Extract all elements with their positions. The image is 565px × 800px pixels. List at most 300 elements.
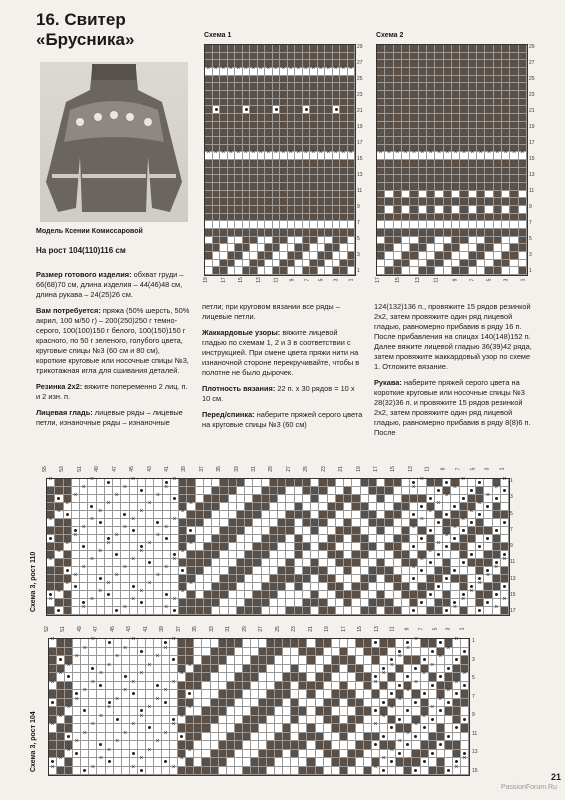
chart-cell xyxy=(267,750,275,759)
chart-cell xyxy=(385,575,393,583)
chart-cell xyxy=(114,716,122,725)
chart-cell xyxy=(340,682,348,691)
chart-cell xyxy=(336,487,344,495)
chart-cell xyxy=(404,656,412,665)
chart-cell xyxy=(187,559,195,567)
chart-cell xyxy=(259,648,267,657)
chart-cell xyxy=(494,106,502,114)
chart-cell xyxy=(502,252,510,260)
chart-cell xyxy=(265,122,273,130)
chart-cell xyxy=(258,137,266,145)
chart-cell xyxy=(303,53,311,61)
chart-cell xyxy=(318,206,326,214)
chart-cell xyxy=(340,639,348,648)
chart-cell xyxy=(178,656,186,665)
chart-cell xyxy=(288,229,296,237)
chart-cell xyxy=(419,221,427,229)
chart-cell xyxy=(219,733,227,742)
chart-cell xyxy=(460,567,468,575)
chart-cell xyxy=(307,767,315,776)
chart-cell xyxy=(404,750,412,759)
axis-label: 7 xyxy=(472,693,475,700)
chart-cell xyxy=(501,567,509,575)
chart-cell xyxy=(80,495,88,503)
chart-cell xyxy=(280,122,288,130)
chart-cell xyxy=(250,244,258,252)
chart-cell xyxy=(319,567,327,575)
chart-cell xyxy=(485,237,493,245)
chart-cell xyxy=(318,76,326,84)
chart-cell xyxy=(344,543,352,551)
chart-cell xyxy=(412,758,420,767)
chart-cell xyxy=(328,607,336,615)
chart-cell xyxy=(114,724,122,733)
chart-cell xyxy=(435,267,443,275)
chart-cell xyxy=(412,741,420,750)
axis-label: 1 xyxy=(499,467,506,471)
chart-cell xyxy=(288,168,296,176)
chart-cell xyxy=(451,591,459,599)
chart-cell xyxy=(130,690,138,699)
chart-cell xyxy=(340,758,348,767)
chart-cell xyxy=(299,707,307,716)
chart-cell xyxy=(55,591,63,599)
chart-cell xyxy=(402,191,410,199)
chart-cell xyxy=(187,551,195,559)
chart-cell xyxy=(295,175,303,183)
chart-cell xyxy=(333,168,341,176)
chart-cell xyxy=(485,45,493,53)
chart-cell xyxy=(394,575,402,583)
chart-cell xyxy=(369,575,377,583)
chart-cell xyxy=(328,591,336,599)
chart-cell xyxy=(435,559,443,567)
chart-cell xyxy=(477,76,485,84)
chart-cell xyxy=(229,503,237,511)
chart-cell xyxy=(444,183,452,191)
chart-cell xyxy=(460,575,468,583)
chart-cell xyxy=(212,599,220,607)
chart-cell xyxy=(154,519,162,527)
chart-cell xyxy=(493,487,501,495)
chart-cell xyxy=(410,607,418,615)
size-range: На рост 104(110)116 см xyxy=(36,246,126,255)
chart-cell xyxy=(452,198,460,206)
chart-cell xyxy=(270,583,278,591)
chart-cell xyxy=(418,519,426,527)
chart-cell xyxy=(348,198,356,206)
chart-cell xyxy=(275,648,283,657)
chart-cell xyxy=(154,682,162,691)
chart-cell xyxy=(316,673,324,682)
chart-cell xyxy=(476,591,484,599)
chart-cell xyxy=(72,583,80,591)
chart-cell xyxy=(460,244,468,252)
chart-cell xyxy=(310,229,318,237)
chart-cell xyxy=(336,543,344,551)
chart-cell xyxy=(258,206,266,214)
chart-cell xyxy=(361,551,369,559)
chart-cell xyxy=(211,758,219,767)
chart-cell xyxy=(333,129,341,137)
chart-cell xyxy=(429,767,437,776)
chart-cell xyxy=(97,495,105,503)
chart-cell xyxy=(348,122,356,130)
chart-cell xyxy=(273,99,281,107)
chart-cell xyxy=(510,183,518,191)
chart-cell xyxy=(106,673,114,682)
chart-cell xyxy=(319,591,327,599)
chart-cell xyxy=(97,575,105,583)
chart-cell xyxy=(205,260,213,268)
chart-cell xyxy=(310,267,318,275)
axis-label: 21 xyxy=(337,466,344,472)
chart-cell xyxy=(154,767,162,776)
chart-cell xyxy=(295,527,303,535)
chart-cell xyxy=(352,543,360,551)
chart-cell xyxy=(295,53,303,61)
chart-cell xyxy=(445,665,453,674)
chart-cell xyxy=(485,106,493,114)
chart-cell xyxy=(453,682,461,691)
chart-cell xyxy=(340,45,348,53)
chart-cell xyxy=(138,741,146,750)
chart-cell xyxy=(259,665,267,674)
chart-cell xyxy=(205,198,213,206)
chart-cell xyxy=(332,750,340,759)
chart-cell xyxy=(356,673,364,682)
chart-cell xyxy=(340,244,348,252)
chart-cell xyxy=(328,583,336,591)
chart-cell xyxy=(307,682,315,691)
chart-cell xyxy=(273,183,281,191)
chart-cell xyxy=(427,607,435,615)
chart-cell xyxy=(303,519,311,527)
chart-cell xyxy=(295,152,303,160)
chart-cell xyxy=(220,91,228,99)
axis-label: 3 xyxy=(503,278,510,282)
chart-cell xyxy=(212,591,220,599)
chart-cell xyxy=(510,168,518,176)
chart-cell xyxy=(336,559,344,567)
chart-cell xyxy=(295,244,303,252)
chart-cell xyxy=(162,741,170,750)
chart-cell xyxy=(105,527,113,535)
chart-cell xyxy=(427,535,435,543)
chart-cell xyxy=(316,767,324,776)
axis-label: 9 xyxy=(357,204,360,210)
chart-cell xyxy=(113,495,121,503)
chart-cell xyxy=(265,183,273,191)
chart-cell xyxy=(138,656,146,665)
chart-cell xyxy=(202,699,210,708)
chart-cell xyxy=(162,648,170,657)
chart-cell xyxy=(194,724,202,733)
chart-cell xyxy=(235,137,243,145)
chart-cell xyxy=(55,551,63,559)
chart-cell xyxy=(303,495,311,503)
chart-cell xyxy=(318,183,326,191)
chart-cell xyxy=(519,91,527,99)
chart-cell xyxy=(194,767,202,776)
chart-cell xyxy=(348,639,356,648)
chart-cell xyxy=(361,535,369,543)
chart-cell xyxy=(461,724,469,733)
chart-cell xyxy=(364,758,372,767)
chart-cell xyxy=(89,690,97,699)
chart-cell xyxy=(250,206,258,214)
chart-cell xyxy=(213,99,221,107)
title-line-2: «Брусника» xyxy=(36,30,135,49)
chart-cell xyxy=(105,607,113,615)
chart-cell xyxy=(356,690,364,699)
chart-cell xyxy=(468,591,476,599)
chart-cell xyxy=(267,767,275,776)
chart-cell xyxy=(283,767,291,776)
chart-cell xyxy=(364,741,372,750)
chart-cell xyxy=(299,639,307,648)
chart-cell xyxy=(196,535,204,543)
chart-cell xyxy=(364,750,372,759)
chart-cell xyxy=(377,76,385,84)
chart-cell xyxy=(316,724,324,733)
chart-cell xyxy=(318,53,326,61)
chart-cell xyxy=(97,535,105,543)
chart-cell xyxy=(427,137,435,145)
chart-cell xyxy=(259,656,267,665)
chart-cell xyxy=(519,267,527,275)
chart-cell xyxy=(402,607,410,615)
chart-cell xyxy=(229,527,237,535)
chart-cell xyxy=(121,511,129,519)
chart-cell xyxy=(385,583,393,591)
chart-cell xyxy=(310,198,318,206)
chart-cell xyxy=(451,495,459,503)
axis-label: 21 xyxy=(529,108,535,114)
axis-label: 17 xyxy=(372,466,379,472)
chart-cell xyxy=(212,567,220,575)
chart-cell xyxy=(220,535,228,543)
chart-cell xyxy=(502,122,510,130)
axis-label: 1 xyxy=(357,268,360,274)
chart-cell xyxy=(344,487,352,495)
chart-cell xyxy=(451,575,459,583)
chart-cell xyxy=(295,229,303,237)
chart-cell xyxy=(460,99,468,107)
chart-cell xyxy=(361,479,369,487)
chart-cell xyxy=(410,487,418,495)
chart-cell xyxy=(265,252,273,260)
chart-cell xyxy=(377,183,385,191)
chart-cell xyxy=(484,511,492,519)
chart-cell xyxy=(348,750,356,759)
chart-cell xyxy=(412,699,420,708)
chart-cell xyxy=(295,99,303,107)
chart-cell xyxy=(419,168,427,176)
chart-cell xyxy=(328,599,336,607)
chart-cell xyxy=(377,68,385,76)
chart-cell xyxy=(235,716,243,725)
chart-cell xyxy=(429,724,437,733)
chart-cell xyxy=(105,487,113,495)
chart-cell xyxy=(394,91,402,99)
chart-cell xyxy=(138,551,146,559)
chart-cell xyxy=(404,707,412,716)
chart-cell xyxy=(205,244,213,252)
chart-cell xyxy=(105,543,113,551)
chart-cell xyxy=(179,527,187,535)
chart-cell xyxy=(138,607,146,615)
chart-cell xyxy=(235,114,243,122)
chart-cell xyxy=(146,567,154,575)
chart-cell xyxy=(138,527,146,535)
chart-cell xyxy=(316,690,324,699)
chart-cell xyxy=(113,535,121,543)
axis-label: 23 xyxy=(357,92,363,98)
axis-label: 5 xyxy=(470,467,477,471)
axis-label: 27 xyxy=(285,466,292,472)
chart-cell xyxy=(178,639,186,648)
chart-cell xyxy=(310,122,318,130)
chart-cell xyxy=(270,503,278,511)
chart-cell xyxy=(402,543,410,551)
chart-cell xyxy=(348,724,356,733)
chart-cell xyxy=(237,583,245,591)
chart-cell xyxy=(163,511,171,519)
chart-cell xyxy=(303,591,311,599)
chart-cell xyxy=(410,551,418,559)
chart-cell xyxy=(121,527,129,535)
chart-cell xyxy=(89,665,97,674)
chart-cell xyxy=(235,707,243,716)
axis-label: 25 xyxy=(274,626,281,632)
chart-cell xyxy=(186,758,194,767)
chart-cell xyxy=(468,535,476,543)
chart-cell xyxy=(220,137,228,145)
chart-cell xyxy=(377,591,385,599)
size-text: обхват груди – 66(68)70 см, длина изделия – 44(46)48 см, длина рукава – 24(25)26 см. xyxy=(36,270,184,299)
chart-cell xyxy=(469,83,477,91)
chart-cell xyxy=(510,83,518,91)
chart-cell xyxy=(138,639,146,648)
chart-cell xyxy=(299,648,307,657)
chart-cell xyxy=(202,758,210,767)
chart-cell xyxy=(88,607,96,615)
chart-cell xyxy=(460,479,468,487)
chart-cell xyxy=(385,495,393,503)
chart-cell xyxy=(435,244,443,252)
chart-cell xyxy=(333,244,341,252)
chart-cell xyxy=(49,690,57,699)
chart-cell xyxy=(460,60,468,68)
chart-cell xyxy=(299,724,307,733)
chart-cell xyxy=(243,198,251,206)
chart-cell xyxy=(121,551,129,559)
chart-cell xyxy=(510,206,518,214)
chart-cell xyxy=(510,137,518,145)
chart-cell xyxy=(469,260,477,268)
chart-cell xyxy=(237,543,245,551)
chart-cell xyxy=(229,551,237,559)
chart-cell xyxy=(57,733,65,742)
chart-cell xyxy=(205,183,213,191)
chart-cell xyxy=(361,487,369,495)
chart-cell xyxy=(325,198,333,206)
chart-cell xyxy=(64,543,72,551)
chart-cell xyxy=(385,160,393,168)
chart-cell xyxy=(437,724,445,733)
chart-cell xyxy=(273,129,281,137)
chart-cell xyxy=(319,519,327,527)
chart-cell xyxy=(262,527,270,535)
chart-cell xyxy=(113,591,121,599)
chart-cell xyxy=(219,741,227,750)
chart-cell xyxy=(270,487,278,495)
chart-cell xyxy=(310,168,318,176)
chart-cell xyxy=(394,607,402,615)
chart-cell xyxy=(485,198,493,206)
chart-cell xyxy=(235,260,243,268)
chart-cell xyxy=(205,83,213,91)
chart-cell xyxy=(502,221,510,229)
chart-cell xyxy=(494,53,502,61)
chart-cell xyxy=(443,607,451,615)
chart-cell xyxy=(113,511,121,519)
chart-cell xyxy=(194,750,202,759)
chart-cell xyxy=(402,511,410,519)
chart-cell xyxy=(435,237,443,245)
chart-cell xyxy=(106,724,114,733)
chart-cell xyxy=(419,76,427,84)
chart-cell xyxy=(205,267,213,275)
chart-cell xyxy=(114,758,122,767)
chart-cell xyxy=(204,583,212,591)
chart-cell xyxy=(235,244,243,252)
chart-cell xyxy=(251,707,259,716)
chart-cell xyxy=(250,221,258,229)
chart-cell xyxy=(213,68,221,76)
chart-cell xyxy=(245,479,253,487)
chart-cell xyxy=(380,673,388,682)
chart-cell xyxy=(332,639,340,648)
chart-cell xyxy=(435,91,443,99)
chart-cell xyxy=(291,690,299,699)
chart-cell xyxy=(451,559,459,567)
chart-cell xyxy=(243,267,251,275)
axis-label: 1 xyxy=(529,268,532,274)
chart-cell xyxy=(295,519,303,527)
chart-cell xyxy=(332,673,340,682)
chart-cell xyxy=(394,591,402,599)
chart-cell xyxy=(340,122,348,130)
chart-cell xyxy=(303,543,311,551)
chart-cell xyxy=(484,583,492,591)
chart-cell xyxy=(273,198,281,206)
chart-cell xyxy=(205,76,213,84)
chart-cell xyxy=(228,229,236,237)
chart-cell xyxy=(410,214,418,222)
chart-cell xyxy=(410,60,418,68)
chart-cell xyxy=(122,656,130,665)
scheme-2-column-numbers xyxy=(376,276,526,284)
chart-cell xyxy=(250,160,258,168)
chart-cell xyxy=(485,83,493,91)
chart-cell xyxy=(170,707,178,716)
chart-cell xyxy=(352,487,360,495)
chart-cell xyxy=(460,68,468,76)
chart-cell xyxy=(171,599,179,607)
chart-cell xyxy=(445,733,453,742)
